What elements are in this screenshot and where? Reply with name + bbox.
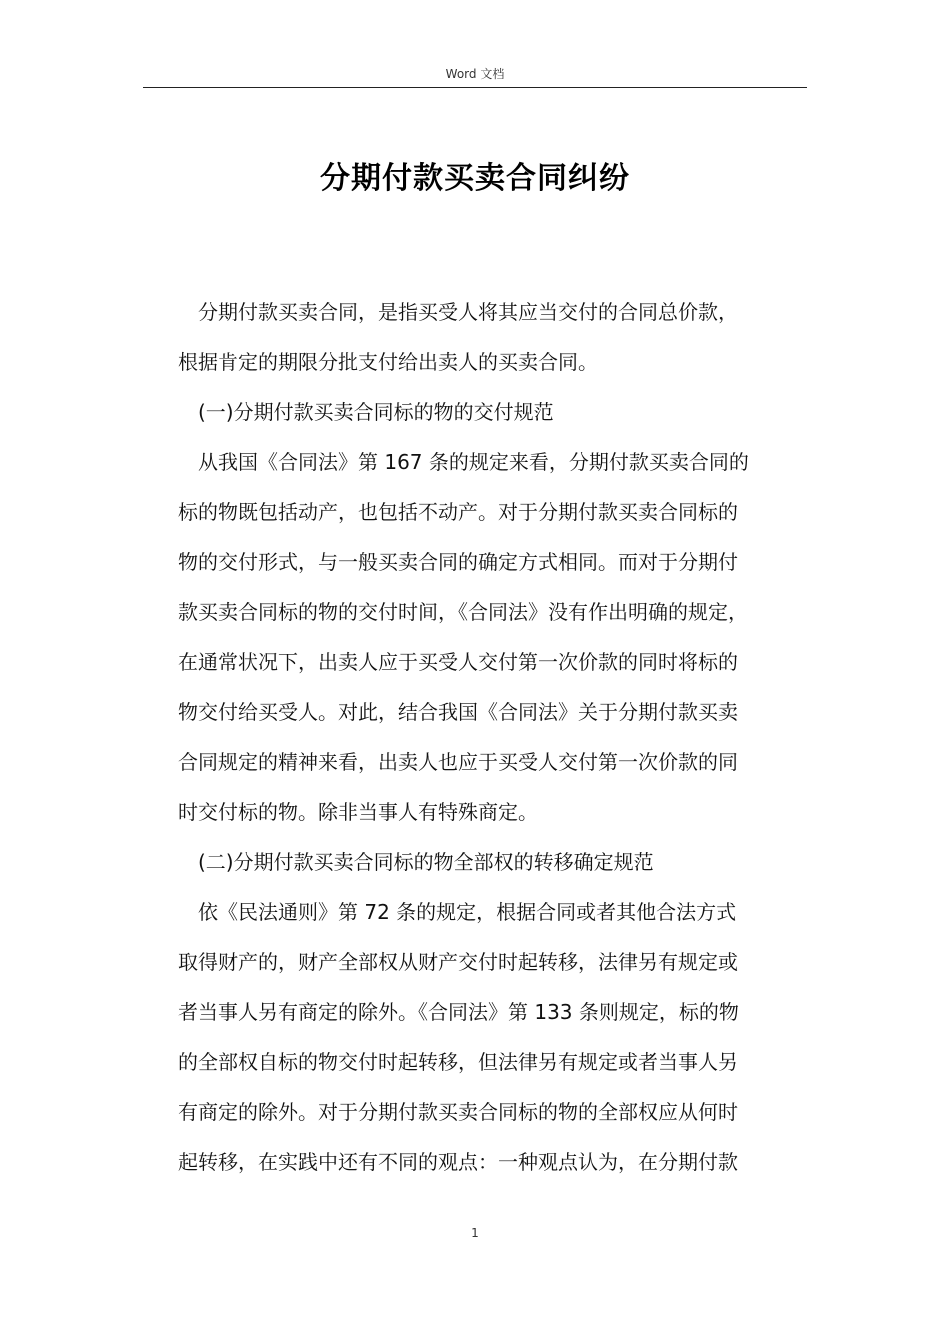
body-line: (一)分期付款买卖合同标的物的交付规范 (198, 400, 554, 424)
document-title: 分期付款买卖合同纠纷 (320, 161, 630, 196)
body-line: 合同规定的精神来看，出卖人也应于买受人交付第一次价款的同 (178, 750, 738, 774)
body-line: 物交付给买受人。对此，结合我国《合同法》关于分期付款买卖 (178, 700, 738, 724)
page-number: 1 (471, 1226, 479, 1240)
document-body (178, 287, 810, 1187)
body-line: 从我国《合同法》第 167 条的规定来看，分期付款买卖合同的 (198, 450, 749, 474)
body-line: 取得财产的，财产全部权从财产交付时起转移，法律另有规定或 (178, 950, 738, 974)
body-line: 标的物既包括动产，也包括不动产。对于分期付款买卖合同标的 (178, 500, 738, 524)
body-line: 有商定的除外。对于分期付款买卖合同标的物的全部权应从何时 (178, 1100, 738, 1124)
body-line: 的全部权自标的物交付时起转移，但法律另有规定或者当事人另 (178, 1050, 738, 1074)
body-line: 款买卖合同标的物的交付时间，《合同法》没有作出明确的规定， (178, 600, 748, 624)
body-line: 在通常状况下，出卖人应于买受人交付第一次价款的同时将标的 (178, 650, 738, 674)
body-line: (二)分期付款买卖合同标的物全部权的转移确定规范 (198, 850, 654, 874)
body-line: 时交付标的物。除非当事人有特殊商定。 (178, 800, 538, 824)
body-line: 起转移，在实践中还有不同的观点：一种观点认为，在分期付款 (178, 1150, 738, 1174)
body-line: 根据肯定的期限分批支付给出卖人的买卖合同。 (178, 350, 598, 374)
header-divider (143, 87, 807, 88)
body-line: 者当事人另有商定的除外。《合同法》第 133 条则规定，标的物 (178, 1000, 739, 1024)
page-header: Word 文档 (445, 67, 505, 81)
body-line: 依《民法通则》第 72 条的规定，根据合同或者其他合法方式 (198, 900, 737, 924)
body-line: 分期付款买卖合同，是指买受人将其应当交付的合同总价款， (198, 300, 738, 324)
body-line: 物的交付形式，与一般买卖合同的确定方式相同。而对于分期付 (178, 550, 738, 574)
